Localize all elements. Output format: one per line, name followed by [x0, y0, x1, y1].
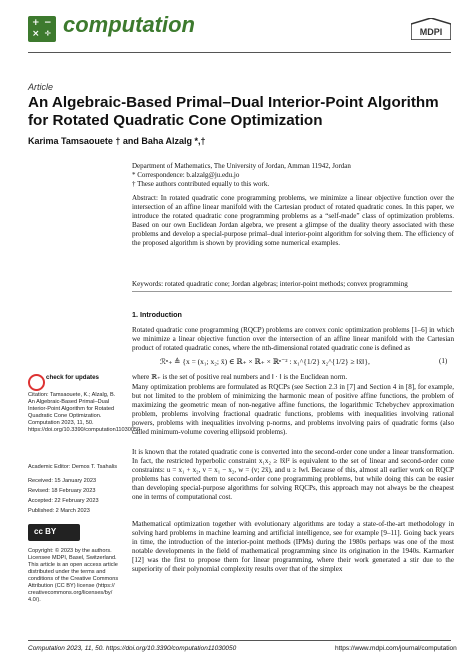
mdpi-logo-icon [411, 18, 451, 40]
received-date: Received: 15 January 2023 [28, 478, 97, 484]
keywords: Keywords: rotated quadratic cone; Jordan algebras; interior-point methods; convex programming [132, 280, 408, 288]
footer-citation: Computation 2023, 11, 50. https://doi.org/10.3390/computation11030050 [28, 645, 237, 652]
journal-logo-icon: + − × ÷ [28, 16, 56, 42]
correspondence-line: * Correspondence: b.alzalg@ju.edu.jo [132, 171, 240, 179]
intro-paragraph-5: Mathematical optimization together with evolutionary algorithms are today a state-of-the-art methodology in solving hard problems in machine learning and artificial intelligence, see for example [9–11]. Going back years in time, the introduction of the interior-point methods (IPMs) during the 1980s perhaps was one of the most notable developments in the field of mathematical programming since its origination in the 1940s. Karmarker [12] was the first to propose them for linear programming, where their work generated a stir due to the superiority of their polynomial complexity results over that of the simplex [132, 520, 454, 573]
header-divider [28, 52, 451, 53]
abstract-divider [132, 291, 452, 292]
journal-name: computation [63, 12, 195, 37]
intro-paragraph-3: Many optimization problems are formulated as RQCPs (see Section 2.3 in [7] and Section 4 in [8], for example, but not limited to the problem of minimizing the harmonic mean of positive affine functions, the problem of maximizing the geometric mean of non-negative affine functions, the logarithmic Tchebychev approximation problem, problems involving fractional quadratic functions, problems with inequalities involving rational powers, problems with inequalities involving p-norms, and problems involving pairs of quadratic forms (also called minimum-volume covering ellipsoid problems). [132, 383, 454, 436]
cc-license-icon[interactable]: cc BY [28, 524, 80, 541]
section-heading: 1. Introduction [132, 310, 182, 319]
check-updates-icon [28, 374, 45, 391]
equal-contribution-note: † These authors contributed equally to this work. [132, 180, 270, 188]
check-updates-label: check for updates [46, 374, 99, 381]
citation-note: Citation: Tamsaouete, K.; Alzalg, B. An Algebraic-Based Primal–Dual Interior-Point Algorithm for Rotated Quadratic Cone Optimization. Computation 2023, 11, 50. https://doi.org/10.3390/computation11030050 [28, 392, 141, 433]
authors: Karima Tamsaouete † and Baha Alzalg *,† [28, 136, 206, 146]
svg-text:MDPI: MDPI [419, 27, 443, 37]
affiliation-line: Department of Mathematics, The University of Jordan, Amman 11942, Jordan [132, 162, 351, 170]
equation-number: (1) [439, 357, 448, 365]
abstract: Abstract: In rotated quadratic cone programming problems, we minimize a linear objective function over the intersection of an affine linear manifold with the Cartesian product of rotated quadratic cones. In this paper, we introduce the rotated quadratic cone programming problems as a “self-made” class of optimization problems. Based on our own Euclidean Jordan algebra, we present a glimpse of the duality theory associated with these problems and develop a special-purpose primal–dual interior-point algorithm for solving them. The efficiency of the proposed algorithm is shown by providing some numerical examples. [132, 194, 454, 247]
footer-divider [28, 640, 451, 641]
revised-date: Revised: 18 February 2023 [28, 488, 96, 494]
academic-editor: Academic Editor: Demos T. Tsahalis [28, 464, 118, 470]
published-date: Published: 2 March 2023 [28, 508, 90, 514]
copyright-note: Copyright: © 2023 by the authors. Licensee MDPI, Basel, Switzerland. This article is an open access article distributed under the terms and conditions of the Creative Commons Attribution (CC BY) license (https:// creativecommons.org/licenses/by/ 4.0/). [28, 548, 119, 603]
equation-1: ℛⁿ₊ ≜ {x = (x₁; x₂; x̄) ∈ ℝ₊ × ℝ₊ × ℝⁿ⁻² : x₁^{1/2} x₂^{1/2} ≥ ‖x̄‖}, [160, 357, 370, 366]
affiliation-block [132, 162, 452, 189]
article-type: Article [28, 82, 54, 92]
intro-paragraph-2: where ℝ₊ is the set of positive real numbers and ‖ · ‖ is the Euclidean norm. [132, 373, 348, 381]
accepted-date: Accepted: 22 February 2023 [28, 498, 99, 504]
journal-url-link[interactable]: https://www.mdpi.com/journal/computation [335, 645, 457, 652]
paper-title: An Algebraic-Based Primal–Dual Interior-Point Algorithm for Rotated Quadratic Cone Optimization [28, 94, 439, 129]
intro-paragraph-4: It is known that the rotated quadratic cone is converted into the second-order cone under a linear transformation. In fact, the restricted hyperbolic constraint x₁x₂ ≥ ‖x̄‖² is equivalent to the set of linear and second-order cone constraints: u = x₁ + x₂, v = x₁ − x₂, w = (v; 2x̄), and u ≥ ‖w‖. Because of this, almost all earlier work on RQCP problems has converted them to second-order cone programming problems, but while doing this can be easier than developing special-purpose algorithms for solving RQCPs, this approach may not always be the cheapest one in terms of computational cost. [132, 448, 454, 501]
intro-paragraph-1: Rotated quadratic cone programming (RQCP) problems are convex conic optimization problems [1–6] in which we minimize a linear objective function over the intersection of an affine linear manifold with the Cartesian product of rotated quadratic cones, where the nth-dimensional rotated quadratic cone is defined as [132, 326, 454, 352]
